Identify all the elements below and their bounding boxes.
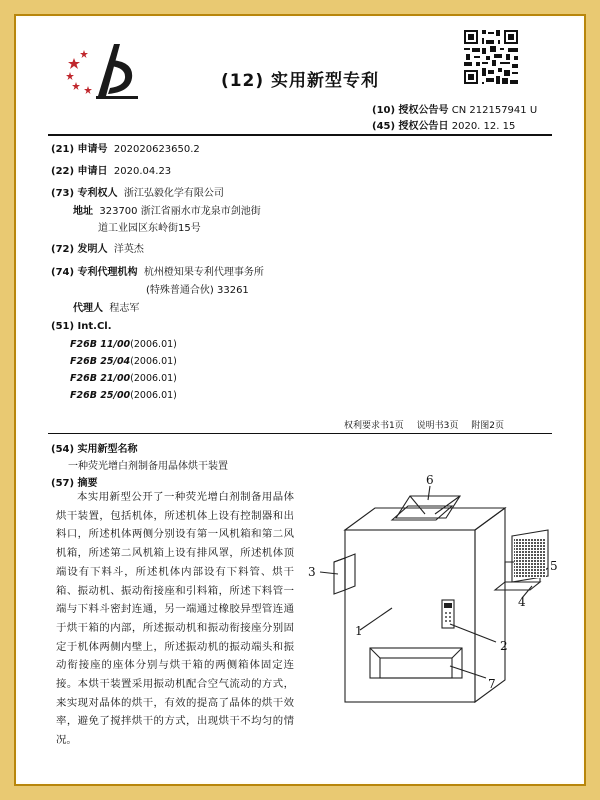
inventor-label: (72) 发明人 bbox=[51, 244, 108, 255]
agency-row bbox=[51, 263, 264, 278]
figure-label: 4 bbox=[518, 595, 526, 609]
machine-body bbox=[345, 530, 475, 702]
application-date-label: (22) 申请日 bbox=[51, 166, 108, 177]
patentee-label: (73) 专利权人 bbox=[51, 188, 118, 199]
publication-number: CN 212157941 U bbox=[451, 105, 538, 116]
figure-label: 2 bbox=[500, 639, 508, 653]
agent-row bbox=[73, 299, 139, 314]
header-divider bbox=[48, 134, 552, 136]
inventor-row bbox=[51, 240, 144, 255]
address-label: 地址 bbox=[73, 206, 93, 217]
utility-model-name-label: (54) 实用新型名称 bbox=[51, 444, 138, 455]
agent: 程志军 bbox=[109, 303, 140, 314]
utility-model-name: 一种荧光增白剂制备用晶体烘干装置 bbox=[68, 461, 228, 472]
patentee-row bbox=[51, 184, 224, 199]
figure-label: 1 bbox=[355, 624, 363, 638]
application-date-row bbox=[51, 162, 171, 177]
left-fan-box bbox=[334, 558, 345, 594]
publication-date-row bbox=[372, 117, 515, 132]
classification-row: F26B 25/00(2006.01) bbox=[70, 390, 177, 401]
publication-date-label: (45) 授权公告日 bbox=[372, 121, 449, 132]
publication-number-label: (10) 授权公告号 bbox=[372, 105, 449, 116]
publication-number-row bbox=[372, 101, 537, 116]
outlet bbox=[370, 648, 462, 678]
patentee: 浙江弘毅化学有限公司 bbox=[123, 188, 224, 199]
address-line-2: 道工业园区东岭街15号 bbox=[98, 223, 201, 234]
figure-label: 5 bbox=[550, 559, 558, 573]
classification-row: F26B 11/00(2006.01) bbox=[70, 339, 177, 350]
machine-top bbox=[345, 508, 505, 530]
description-pages: 说明书3页 bbox=[416, 421, 459, 431]
abstract-text: 本实用新型公开了一种荧光增白剂制备用晶体烘干装置，包括机体，所述机体上设有控制器和出料口，所述机体两侧分别设有第一风机箱和第二风机箱，所述第二风机箱上设有排风罩，所述机体顶端设有下料斗，所述机体内部设有下料管、烘干箱、振动机、振动衔接座和引料箱，所述下料管一端与下料斗密封连通，另一端通过橡胶异型管连通于烘干箱的内部，所述振动机和振动衔接座分别固定于机体两侧内壁上，所述振动机的振动端头和振动衔接座的座体分别与烘干箱的两侧箱体固定连接。本烘干装置采用振动机配合空气流动的方式，来实现对晶体的烘干，有效的提高了晶体的烘干效率，避免了搅拌烘干的方式，出现烘干不均匀的情况。 bbox=[56, 491, 294, 747]
figure-label: 3 bbox=[308, 565, 316, 579]
agency-label: (74) 专利代理机构 bbox=[51, 267, 138, 278]
application-number-row bbox=[51, 140, 200, 155]
address-row bbox=[73, 202, 261, 217]
agent-label: 代理人 bbox=[73, 303, 103, 314]
page-count-info bbox=[344, 418, 514, 431]
application-number-label: (21) 申请号 bbox=[51, 144, 108, 155]
abstract-label: (57) 摘要 bbox=[51, 478, 98, 489]
figure-label: 6 bbox=[426, 473, 434, 487]
classification-row: F26B 21/00(2006.01) bbox=[70, 373, 177, 384]
claims-pages: 权利要求书1页 bbox=[344, 421, 404, 431]
machine-side bbox=[475, 508, 505, 702]
intcl-label: (51) Int.Cl. bbox=[51, 321, 112, 332]
device-drawing bbox=[300, 470, 560, 720]
figure-label: 7 bbox=[488, 677, 496, 691]
inventor: 洋英杰 bbox=[113, 244, 144, 255]
section-divider bbox=[48, 433, 552, 434]
application-number: 202020623650.2 bbox=[113, 144, 200, 155]
application-date: 2020.04.23 bbox=[113, 166, 172, 177]
drawings-pages: 附图2页 bbox=[471, 421, 504, 431]
document-type-title: (12) 实用新型专利 bbox=[220, 71, 380, 91]
address-line-1: 323700 浙江省丽水市龙泉市剑池街 bbox=[99, 206, 261, 217]
agency-line-1: 杭州橙知果专利代理事务所 bbox=[143, 267, 264, 278]
classification-row: F26B 25/04(2006.01) bbox=[70, 356, 177, 367]
publication-date: 2020. 12. 15 bbox=[451, 121, 516, 132]
agency-line-2: (特殊普通合伙) 33261 bbox=[146, 285, 249, 296]
